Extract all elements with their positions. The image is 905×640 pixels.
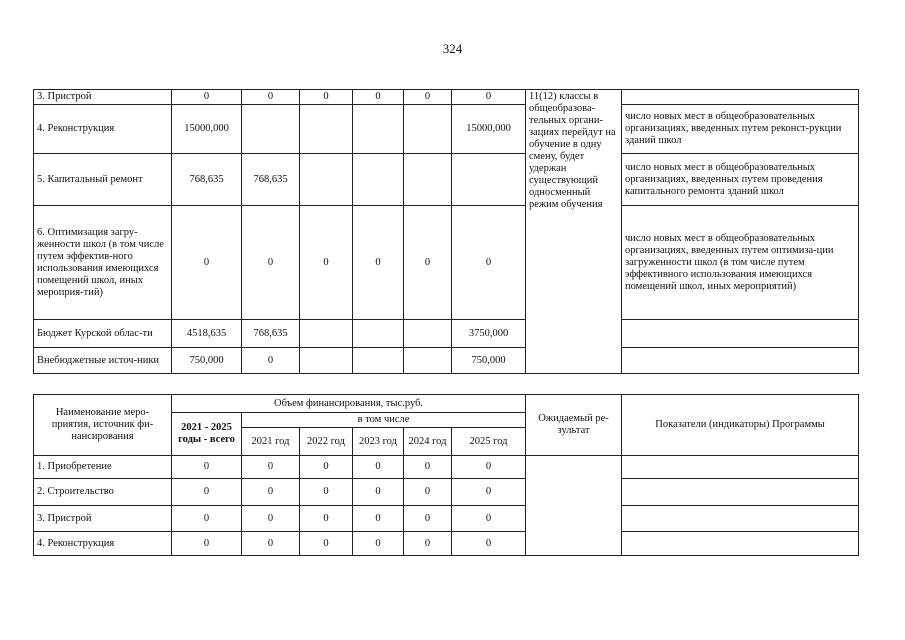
- header-row: [34, 395, 859, 413]
- cell-2021: 0: [242, 90, 300, 105]
- row-name: 1. Приобретение: [34, 456, 172, 479]
- cell-2023: 0: [353, 506, 404, 532]
- cell-2021: 0: [242, 348, 300, 374]
- table-row: [34, 506, 859, 532]
- row-name: 2. Строительство: [34, 479, 172, 506]
- indicator-cell: [622, 90, 859, 105]
- cell-total: 0: [172, 90, 242, 105]
- header-2025: 2025 год: [452, 428, 526, 456]
- expected-result: 11(12) классы в общеобразова-тельных органи-зациях перейдут на обучение в одну смену, будет удержан существующий односменный режим обучения: [526, 90, 622, 374]
- cell-total: 0: [172, 206, 242, 320]
- cell-2024: 0: [404, 456, 452, 479]
- table-row: [34, 348, 859, 374]
- cell-2025: 0: [452, 532, 526, 556]
- cell-2025: 0: [452, 456, 526, 479]
- header-2024: 2024 год: [404, 428, 452, 456]
- cell-2023: [353, 105, 404, 154]
- cell-2023: 0: [353, 456, 404, 479]
- cell-2023: 0: [353, 90, 404, 105]
- cell-2024: 0: [404, 506, 452, 532]
- table-row: [34, 206, 859, 320]
- cell-total: 0: [172, 532, 242, 556]
- row-name: Бюджет Курской облас-ти: [34, 320, 172, 348]
- expected-result-empty: [526, 456, 622, 556]
- row-name: 6. Оптимизация загру-женности школ (в том числе путем эффектив-ного использования имеющихся помещений школ, иных мероприя-тий): [34, 206, 172, 320]
- cell-2022: 0: [300, 532, 353, 556]
- header-expected-result: Ожидаемый ре-зультат: [526, 395, 622, 456]
- cell-2021: 0: [242, 479, 300, 506]
- cell-2022: [300, 105, 353, 154]
- row-name: Внебюджетные источ-ники: [34, 348, 172, 374]
- cell-2023: 0: [353, 479, 404, 506]
- cell-total: 4518,635: [172, 320, 242, 348]
- table-row: [34, 479, 859, 506]
- header-2022: 2022 год: [300, 428, 353, 456]
- row-name: 4. Реконструкция: [34, 105, 172, 154]
- row-name: 3. Пристрой: [34, 90, 172, 105]
- cell-total: 0: [172, 479, 242, 506]
- cell-2025: [452, 154, 526, 206]
- indicator-cell: число новых мест в общеобразовательных организациях, введенных путем реконст-рукции зданий школ: [622, 105, 859, 154]
- cell-2021: [242, 105, 300, 154]
- cell-2021: 0: [242, 206, 300, 320]
- cell-2021: 768,635: [242, 154, 300, 206]
- cell-2023: 0: [353, 206, 404, 320]
- cell-2022: [300, 154, 353, 206]
- cell-2025: 0: [452, 206, 526, 320]
- cell-total: 15000,000: [172, 105, 242, 154]
- cell-2021: 0: [242, 506, 300, 532]
- cell-2021: 768,635: [242, 320, 300, 348]
- header-2023: 2023 год: [353, 428, 404, 456]
- table-row: [34, 532, 859, 556]
- financing-table: [33, 394, 859, 556]
- cell-2024: [404, 320, 452, 348]
- cell-total: 0: [172, 506, 242, 532]
- cell-2024: 0: [404, 532, 452, 556]
- cell-2022: 0: [300, 206, 353, 320]
- header-total: 2021 - 2025 годы - всего: [172, 413, 242, 456]
- cell-2022: [300, 320, 353, 348]
- row-name: 3. Пристрой: [34, 506, 172, 532]
- indicator-cell: [622, 532, 859, 556]
- header-financing: Объем финансирования, тыс.руб.: [172, 395, 526, 413]
- cell-2022: [300, 348, 353, 374]
- row-name: 4. Реконструкция: [34, 532, 172, 556]
- cell-2022: 0: [300, 479, 353, 506]
- table-row: [34, 105, 859, 154]
- cell-2023: [353, 348, 404, 374]
- indicator-cell: [622, 479, 859, 506]
- cell-2024: [404, 348, 452, 374]
- table-row: [34, 154, 859, 206]
- cell-total: 768,635: [172, 154, 242, 206]
- cell-2024: 0: [404, 206, 452, 320]
- cell-2025: 15000,000: [452, 105, 526, 154]
- page-number: 324: [442, 41, 463, 56]
- cell-2025: 0: [452, 479, 526, 506]
- indicator-cell: число новых мест в общеобразовательных организациях, введенных путем оптимиза-ции загруженности школ (в том числе путем эффективного использования имеющихся помещений школ, иных мероприятий): [622, 206, 859, 320]
- table-row: [34, 320, 859, 348]
- cell-2021: 0: [242, 456, 300, 479]
- cell-2025: 0: [452, 506, 526, 532]
- cell-2024: 0: [404, 90, 452, 105]
- cell-2022: 0: [300, 90, 353, 105]
- cell-2023: 0: [353, 532, 404, 556]
- cell-2023: [353, 154, 404, 206]
- cell-total: 750,000: [172, 348, 242, 374]
- indicator-cell: [622, 348, 859, 374]
- table-row: [34, 90, 859, 105]
- cell-2022: 0: [300, 506, 353, 532]
- indicator-cell: число новых мест в общеобразовательных организациях, введенных путем проведения капитального ремонта зданий школ: [622, 154, 859, 206]
- cell-2024: [404, 105, 452, 154]
- cell-2025: 3750,000: [452, 320, 526, 348]
- cell-2021: 0: [242, 532, 300, 556]
- cell-2023: [353, 320, 404, 348]
- indicator-cell: [622, 456, 859, 479]
- header-including: в том числе: [242, 413, 526, 428]
- cell-2025: 0: [452, 90, 526, 105]
- cell-2022: 0: [300, 456, 353, 479]
- indicator-cell: [622, 506, 859, 532]
- header-name-column: Наименование меро-приятия, источник фи-нансирования: [34, 395, 172, 456]
- header-indicators: Показатели (индикаторы) Программы: [622, 395, 859, 456]
- row-name: 5. Капитальный ремонт: [34, 154, 172, 206]
- table-row: [34, 456, 859, 479]
- financing-table-continued: [33, 89, 859, 374]
- cell-total: 0: [172, 456, 242, 479]
- cell-2024: [404, 154, 452, 206]
- indicator-cell: [622, 320, 859, 348]
- cell-2025: 750,000: [452, 348, 526, 374]
- header-2021: 2021 год: [242, 428, 300, 456]
- cell-2024: 0: [404, 479, 452, 506]
